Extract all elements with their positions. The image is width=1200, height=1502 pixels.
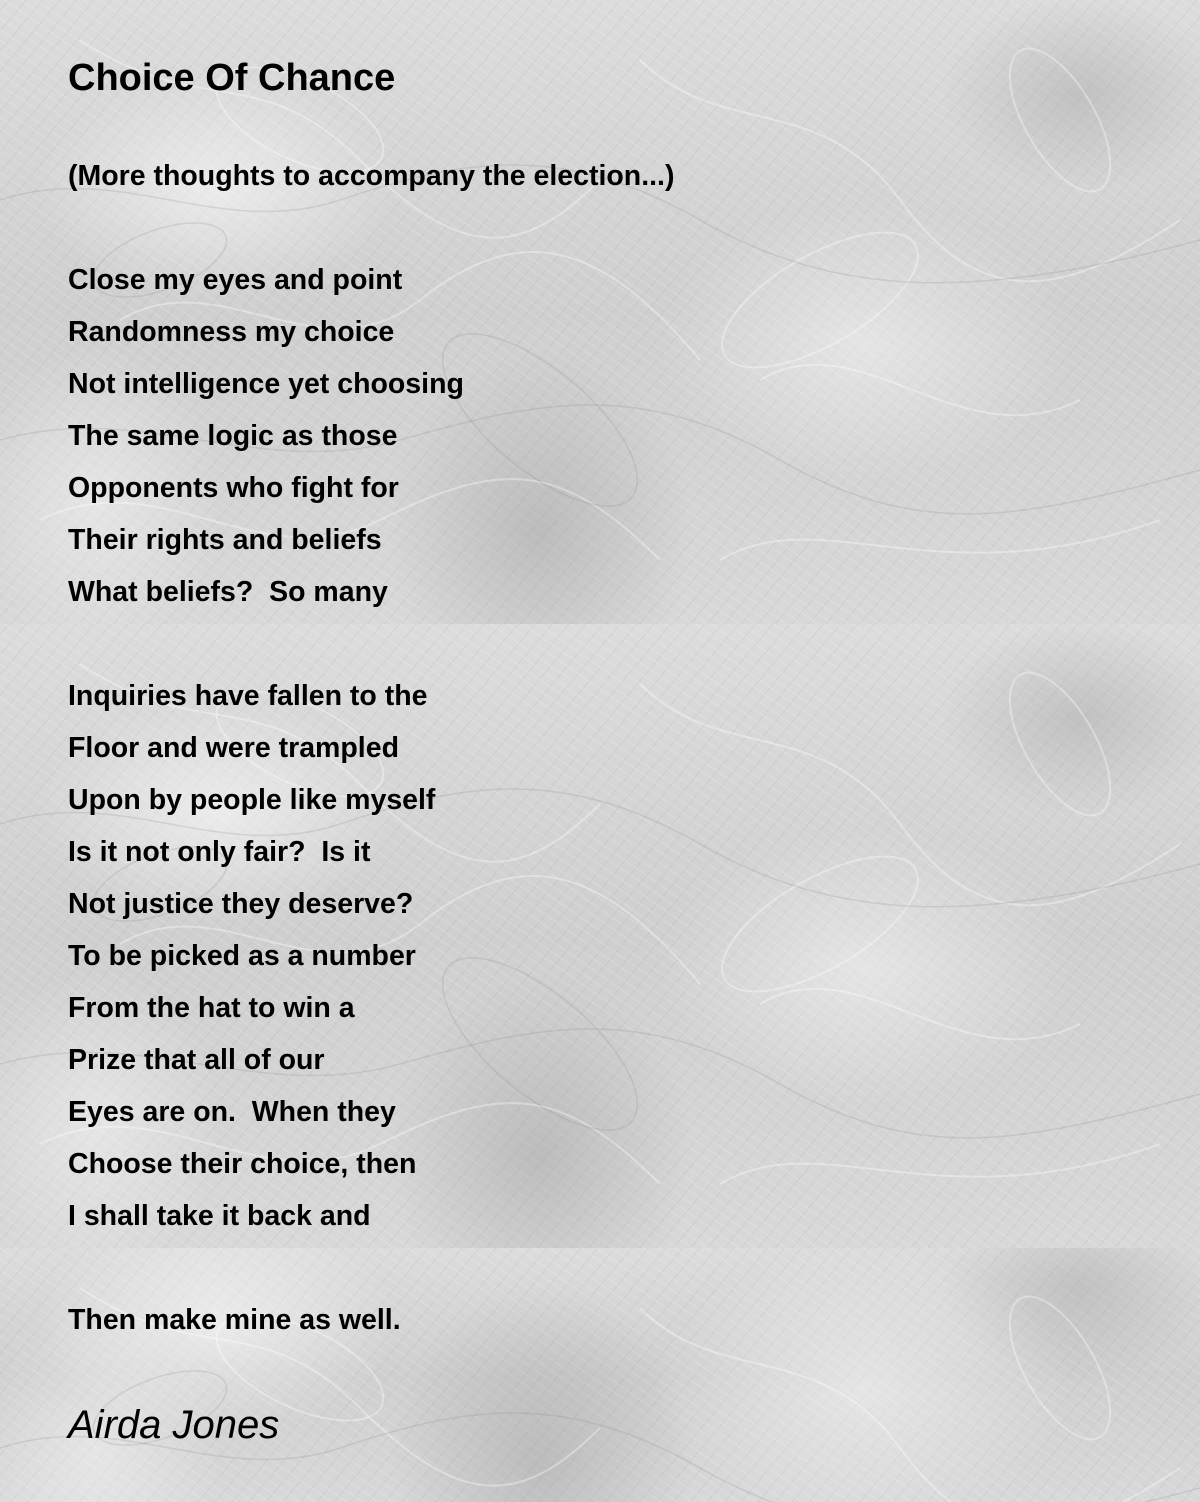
poem-line: What beliefs? So many [68, 576, 388, 608]
poem-line: (More thoughts to accompany the election...) [68, 160, 675, 192]
poem-line: Inquiries have fallen to the [68, 680, 428, 712]
poem-line: Eyes are on. When they [68, 1096, 396, 1128]
poem-line: Randomness my choice [68, 316, 395, 348]
poem-title: Choice Of Chance [68, 57, 396, 99]
poem-line: Not intelligence yet choosing [68, 368, 464, 400]
poem-line: Upon by people like myself [68, 784, 436, 816]
poem-line: To be picked as a number [68, 940, 416, 972]
poem-line: Not justice they deserve? [68, 888, 414, 920]
poem-line: Floor and were trampled [68, 732, 399, 764]
poem-body [68, 150, 674, 1346]
poem-line [68, 618, 674, 670]
poem-line: Their rights and beliefs [68, 524, 382, 556]
poem-line: Choose their choice, then [68, 1148, 417, 1180]
poem-author: Airda Jones [68, 1403, 280, 1447]
poem-line: Close my eyes and point [68, 264, 403, 296]
poem-line: Then make mine as well. [68, 1304, 401, 1336]
poem-line: From the hat to win a [68, 992, 355, 1024]
poem-line: The same logic as those [68, 420, 398, 452]
poem-line: Prize that all of our [68, 1044, 325, 1076]
poem-line [68, 202, 674, 254]
poem-line [68, 1242, 674, 1294]
poem-line: I shall take it back and [68, 1200, 371, 1232]
poem-line: Opponents who fight for [68, 472, 399, 504]
poem-line: Is it not only fair? Is it [68, 836, 371, 868]
